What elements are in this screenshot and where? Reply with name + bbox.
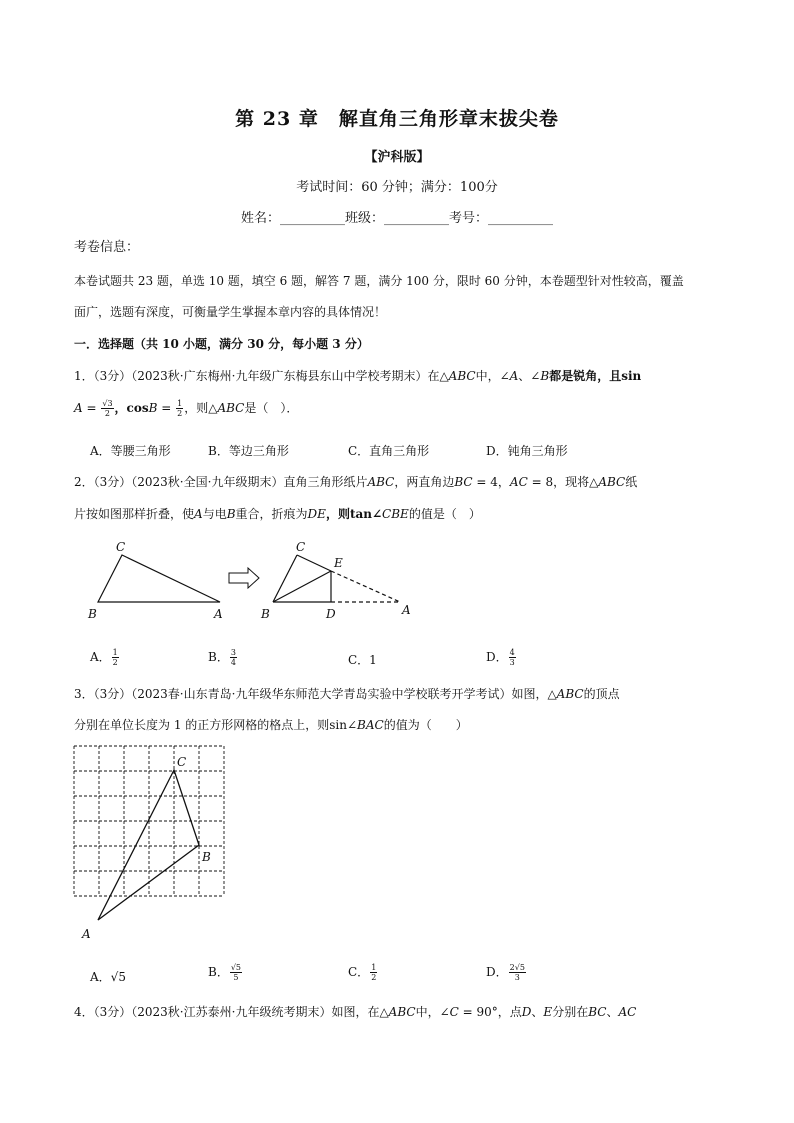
q3-label-a: A xyxy=(82,927,91,941)
q2-label-d: D xyxy=(326,607,336,621)
q3-grid-lines xyxy=(74,746,224,896)
edition-label: 【沪科版】 xyxy=(364,150,430,165)
q2-stem-line2: 片按如图那样折叠，使A与电B重合，折痕为DE，则tan∠CBE的值是（ ） xyxy=(74,507,481,521)
info-line-2: 面广，选题有深度，可衡量学生掌握本章内容的具体情况！ xyxy=(74,305,387,319)
q2-label-c: C xyxy=(116,540,126,554)
q2-label-a: A xyxy=(214,607,223,621)
q1-stem-line2: A = $\frac{√3}{2}$ ，cosB = $\frac{1}{2}$ ，则△ABC是（ ）． xyxy=(74,399,299,418)
q2-label-e: E xyxy=(334,556,343,570)
q2-option-a[interactable]: A． $\frac{1}{2}$ xyxy=(90,648,118,667)
q3-option-b[interactable]: B． $\frac{√5}{5}$ xyxy=(208,963,242,982)
q3-option-a[interactable]: A．√5 xyxy=(90,970,126,984)
exam-info: 考试时间：60 分钟；满分：100分 xyxy=(296,180,498,195)
q3-triangle-abc xyxy=(98,770,199,920)
q2-label-c2: C xyxy=(296,540,306,554)
q3-label-c: C xyxy=(177,755,187,769)
q2-label-a2: A xyxy=(402,603,411,617)
q2-option-d[interactable]: D． $\frac{4}{3}$ xyxy=(486,648,515,667)
q2-label-b2: B xyxy=(261,607,270,621)
page-title: 第 23 章 解直角三角形章末拔尖卷 xyxy=(235,108,559,130)
q1-option-d[interactable]: D．钝角三角形 xyxy=(486,444,568,458)
q1-stem-line1: 1．（3分）（2023秋·广东梅州·九年级广东梅县东山中学校考期末）在△ABC中，∠A、∠B都是锐角，且sin xyxy=(74,369,642,383)
q1-option-b[interactable]: B．等边三角形 xyxy=(208,444,289,458)
q2-option-b[interactable]: B． $\frac{3}{4}$ xyxy=(208,648,236,667)
q1-frac-sin: $\frac{√3}{2}$ xyxy=(102,399,113,418)
student-info-fields: 姓名：__________班级：__________考号：__________ xyxy=(240,211,553,226)
q3-stem-line2: 分别在单位长度为 1 的正方形网格的格点上，则sin∠BAC的值为（ ） xyxy=(74,718,468,732)
q1-option-c[interactable]: C．直角三角形 xyxy=(348,444,430,458)
q1-frac-cos: $\frac{1}{2}$ xyxy=(177,399,183,418)
q2-stem-line1: 2．（3分）（2023秋·全国·九年级期末）直角三角形纸片ABC，两直角边BC = 4，AC = 8，现将△ABC纸 xyxy=(74,475,638,489)
q2-label-b: B xyxy=(88,607,97,621)
q2-option-c[interactable]: C．1 xyxy=(348,653,377,667)
info-line-1: 本卷试题共 23 题，单选 10 题，填空 6 题，解答 7 题，满分 100 分，限时 60 分钟，本卷题型针对性较高，覆盖 xyxy=(74,274,684,288)
q3-label-b: B xyxy=(202,850,211,864)
q3-option-d[interactable]: D． $\frac{2√5}{3}$ xyxy=(486,963,525,982)
q3-stem-line1: 3．（3分）（2023春·山东青岛·九年级华东师范大学青岛实验中学校联考开学考试）如图，△ABC的顶点 xyxy=(74,687,620,701)
info-label: 考卷信息： xyxy=(74,240,140,255)
q1-option-a[interactable]: A．等腰三角形 xyxy=(90,444,171,458)
q3-option-c[interactable]: C． $\frac{1}{2}$ xyxy=(348,963,377,982)
q4-stem-line1: 4．（3分）（2023秋·江苏泰州·九年级统考期末）如图，在△ABC中，∠C = 90°，点D、E分别在BC、AC xyxy=(74,1005,637,1019)
section-heading: 一．选择题（共 10 小题，满分 30 分，每小题 3 分） xyxy=(74,337,369,351)
